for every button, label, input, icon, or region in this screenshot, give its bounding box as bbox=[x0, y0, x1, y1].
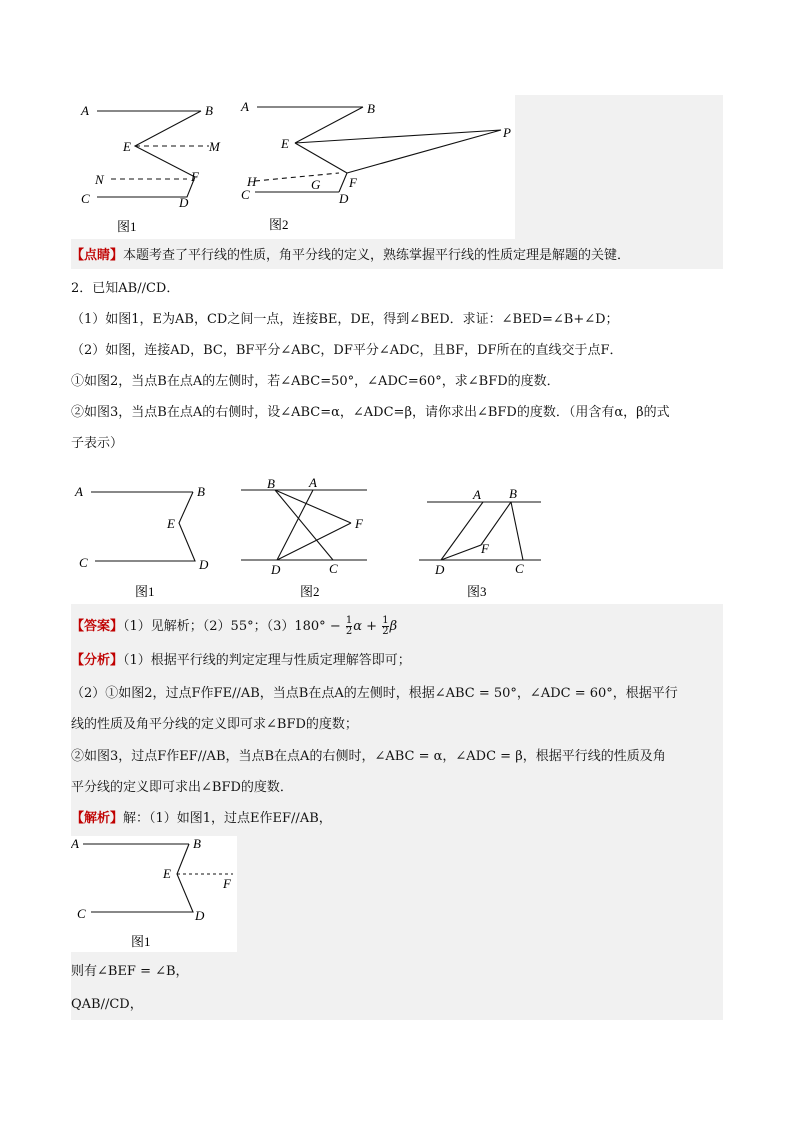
mfig1-label-b: B bbox=[197, 484, 205, 499]
fig2-label-b: B bbox=[367, 101, 375, 116]
mfig3-label-f: F bbox=[481, 541, 489, 556]
fig2-label-a: A bbox=[241, 99, 249, 114]
mfig3-label-c: C bbox=[515, 561, 524, 576]
answer-frac-1-num: 1 bbox=[345, 615, 353, 626]
problem2-item1: ①如图2，当点B在点A的左侧时，若∠ABC=50°，∠ADC=60°，求∠BFD的度数． bbox=[71, 374, 560, 389]
fig1-label-d: D bbox=[179, 195, 189, 210]
mfig3-label-a: A bbox=[473, 487, 481, 502]
answer-alpha: α bbox=[353, 619, 363, 634]
answer-plus: + bbox=[366, 619, 378, 634]
analysis-line1 bbox=[71, 652, 411, 670]
mfig2-label-c: C bbox=[329, 561, 338, 576]
fig1-caption: 图1 bbox=[117, 219, 137, 234]
top-figures bbox=[71, 95, 515, 239]
mfig2-caption: 图2 bbox=[300, 584, 320, 599]
mfig1-label-c: C bbox=[79, 555, 88, 570]
problem2-stem: 2．已知AB//CD． bbox=[71, 281, 180, 296]
solution-line1 bbox=[71, 810, 332, 828]
fig1-label-n: N bbox=[95, 172, 104, 187]
sfig-caption: 图1 bbox=[131, 934, 151, 949]
fig2-caption: 图2 bbox=[269, 217, 289, 232]
answer-beta: β bbox=[389, 619, 398, 634]
analysis-line2: （2）①如图2，过点F作FE//AB，当点B在点A的左侧时，根据∠ABC = 50°，∠ADC = 60°，根据平行 bbox=[71, 686, 678, 701]
problem2-item2: ②如图3，当点B在点A的右侧时，设∠ABC=α，∠ADC=β，请你求出∠BFD的度数．（用含有α，β的式 bbox=[71, 405, 670, 420]
mfig3-caption: 图3 bbox=[467, 584, 487, 599]
sfig-label-b: B bbox=[193, 836, 201, 851]
mfig2-label-d: D bbox=[271, 562, 281, 577]
answer-tag: 【答案】 bbox=[71, 619, 124, 634]
analysis-line3: 线的性质及角平分线的定义即可求∠BFD的度数； bbox=[71, 717, 358, 732]
solution-figure-svg bbox=[71, 836, 237, 952]
solution-tag: 【解析】 bbox=[71, 811, 124, 826]
answer-line bbox=[71, 616, 397, 637]
mfig3-label-b: B bbox=[509, 486, 517, 501]
fig1-label-a: A bbox=[81, 103, 89, 118]
problem2-part2: （2）如图，连接AD，BC，BF平分∠ABC，DF平分∠ADC，且BF，DF所在的直线交于点F． bbox=[71, 343, 623, 358]
answer-frac-1 bbox=[346, 616, 352, 637]
analysis-tag: 【分析】 bbox=[71, 653, 124, 668]
sfig-label-d: D bbox=[195, 908, 205, 923]
answer-frac-1-den: 2 bbox=[345, 626, 353, 637]
analysis-text1: （1）根据平行线的判定定理与性质定理解答即可； bbox=[123, 653, 411, 668]
fig2-label-p: P bbox=[503, 125, 511, 140]
mfig2-label-b: B bbox=[267, 476, 275, 491]
solution-text1: 解：（1）如图1，过点E作EF//AB， bbox=[123, 811, 332, 826]
solution-line2: 则有∠BEF = ∠B， bbox=[71, 964, 189, 979]
dianjing-line bbox=[71, 247, 630, 265]
solution-line3: QAB//CD， bbox=[71, 997, 143, 1012]
mfig2-label-f: F bbox=[355, 516, 363, 531]
answer-frac-2-num: 1 bbox=[382, 615, 389, 626]
mid-figures-svg bbox=[71, 470, 551, 602]
dianjing-tag: 【点睛】 bbox=[71, 248, 124, 263]
mfig1-label-a: A bbox=[75, 484, 83, 499]
fig1-label-b: B bbox=[205, 103, 213, 118]
top-figures-svg bbox=[71, 95, 515, 239]
fig2-label-h: H bbox=[247, 174, 257, 189]
answer-frac-2 bbox=[382, 616, 388, 637]
problem2-item2-cont: 子表示） bbox=[71, 436, 124, 451]
fig1-label-c: C bbox=[81, 191, 90, 206]
mfig1-label-d: D bbox=[199, 557, 209, 572]
mfig1-label-e: E bbox=[167, 516, 175, 531]
fig2-label-e: E bbox=[281, 136, 289, 151]
answer-text: （1）见解析；（2）55°；（3）180° − bbox=[123, 619, 341, 634]
sfig-label-a: A bbox=[71, 836, 79, 851]
solution-figure bbox=[71, 836, 237, 952]
fig2-label-f: F bbox=[349, 175, 357, 190]
analysis-line5: 平分线的定义即可求出∠BFD的度数． bbox=[71, 780, 293, 795]
fig2-label-d: D bbox=[339, 191, 349, 206]
fig1-label-e: E bbox=[123, 139, 131, 154]
problem2-part1: （1）如图1，E为AB，CD之间一点，连接BE，DE，得到∠BED．求证：∠BED=∠B+∠D； bbox=[71, 312, 619, 327]
answer-frac-2-den: 2 bbox=[382, 626, 389, 637]
mfig2-label-a: A bbox=[309, 475, 317, 490]
analysis-line4: ②如图3，过点F作EF//AB，当点B在点A的右侧时，∠ABC = α，∠ADC = β，根据平行线的性质及角 bbox=[71, 749, 666, 764]
mfig3-label-d: D bbox=[435, 562, 445, 577]
sfig-label-c: C bbox=[77, 906, 86, 921]
fig1-label-f: F bbox=[191, 169, 199, 184]
fig2-label-g: G bbox=[311, 177, 321, 192]
sfig-label-e: E bbox=[163, 866, 171, 881]
fig1-label-m: M bbox=[209, 139, 220, 154]
dianjing-text: 本题考查了平行线的性质，角平分线的定义，熟练掌握平行线的性质定理是解题的关键． bbox=[123, 248, 631, 263]
fig2-label-c: C bbox=[241, 187, 250, 202]
sfig-label-f: F bbox=[223, 876, 231, 891]
mfig1-caption: 图1 bbox=[135, 584, 155, 599]
mid-figures bbox=[71, 470, 551, 602]
